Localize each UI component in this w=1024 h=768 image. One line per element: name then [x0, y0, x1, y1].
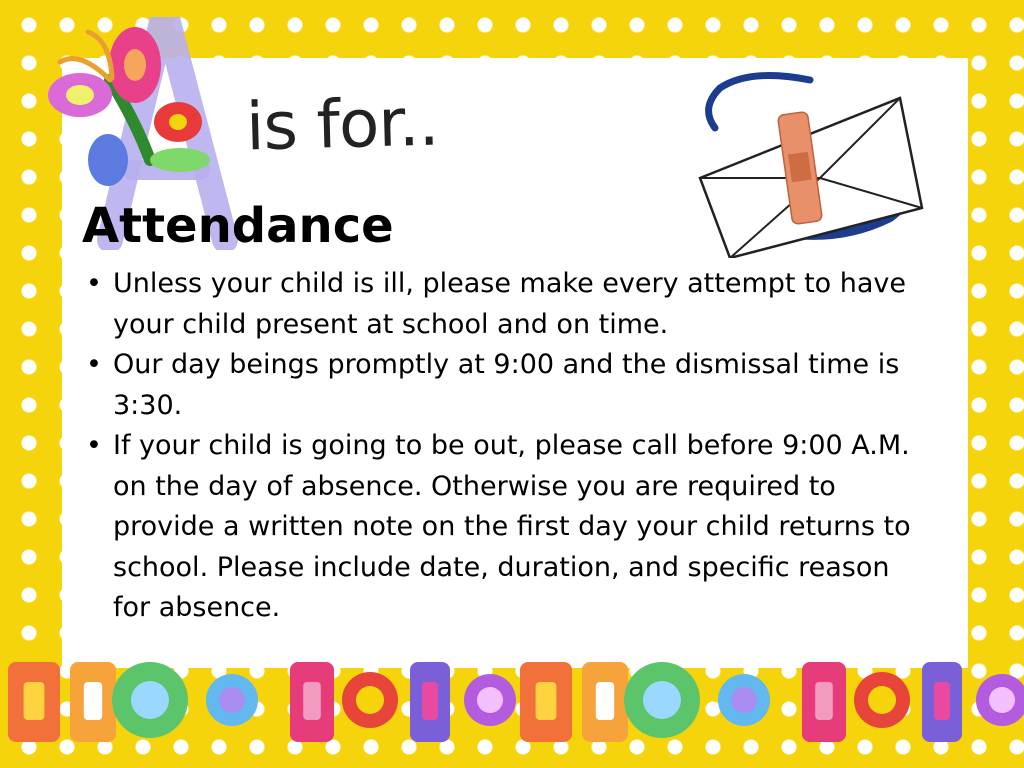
decor-block-inner [596, 682, 614, 720]
decor-block-inner [934, 682, 950, 720]
decor-swirl-inner [131, 681, 169, 719]
envelope-icon [690, 68, 935, 258]
decor-block-inner [815, 682, 833, 720]
decor-swirl-inner [356, 686, 384, 714]
list-item: • Our day beings promptly at 9:00 and the dismissal time is 3:30. [86, 349, 900, 421]
decor-swirl-inner [643, 681, 681, 719]
is-for-heading: is for.. [245, 83, 440, 166]
decor-block-inner [422, 682, 438, 720]
list-item: • Unless your child is ill, please make every attempt to have your child present at school and on time. [86, 268, 907, 340]
bullet-list [86, 264, 926, 629]
decor-block-inner [84, 682, 102, 720]
decor-block-inner [24, 682, 45, 720]
page-title: Attendance [82, 198, 394, 254]
bullet-text: If your child is going to be out, please call before 9:00 A.M. on the day of absence. Otherwise you are required to provide a written note on the first day your child returns to school. Please include date, duration, and specific reason for absence. [113, 430, 911, 623]
decor-block-inner [303, 682, 321, 720]
decor-swirl-inner [477, 687, 503, 713]
decor-swirl-inner [219, 687, 245, 713]
decor-swirl-inner [868, 686, 896, 714]
decorative-strip [0, 650, 1024, 750]
bullet-text: Our day beings promptly at 9:00 and the dismissal time is 3:30. [113, 349, 900, 421]
list-item: • If your child is going to be out, please call before 9:00 A.M. on the day of absence. Otherwise you are required to provide a written note on the first day your child returns to school. Please include date, duration, and specific reason for absence. [86, 430, 911, 623]
decor-block-inner [536, 682, 557, 720]
decor-swirl-inner [989, 687, 1015, 713]
decor-swirl-inner [731, 687, 757, 713]
bullet-text: Unless your child is ill, please make every attempt to have your child present at school and on time. [113, 268, 907, 340]
